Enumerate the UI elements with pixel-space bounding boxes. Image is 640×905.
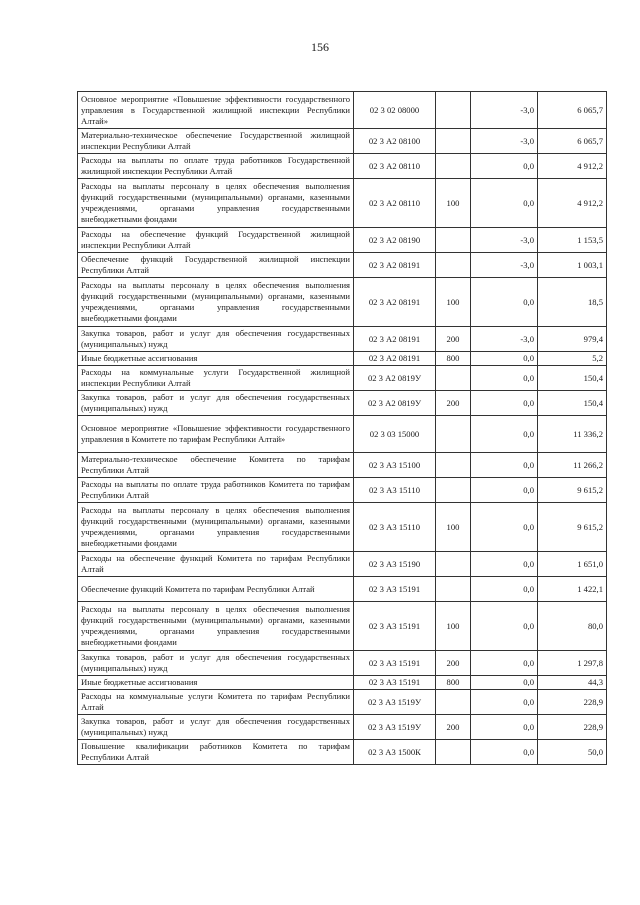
row-change-cell: 0,0 — [471, 478, 538, 503]
row-code-cell: 02 3 А2 08191 — [354, 352, 436, 366]
row-change-cell: 0,0 — [471, 179, 538, 228]
row-code-cell: 02 3 А3 15100 — [354, 453, 436, 478]
row-change-cell: 0,0 — [471, 391, 538, 416]
row-name-cell: Расходы на выплаты по оплате труда работников Комитета по тарифам Республики Алтай — [78, 478, 354, 503]
table-row — [78, 228, 607, 253]
table-row — [78, 676, 607, 690]
table-row — [78, 253, 607, 278]
row-expense-type-cell: 200 — [436, 651, 471, 676]
row-code-cell: 02 3 А3 1519У — [354, 690, 436, 715]
row-change-cell: 0,0 — [471, 453, 538, 478]
row-code-cell: 02 3 А2 0819У — [354, 391, 436, 416]
row-expense-type-cell — [436, 416, 471, 453]
row-total-cell: 1 422,1 — [538, 577, 607, 602]
row-code-cell: 02 3 А2 08110 — [354, 154, 436, 179]
row-expense-type-cell: 100 — [436, 179, 471, 228]
row-expense-type-cell: 200 — [436, 327, 471, 352]
row-expense-type-cell — [436, 478, 471, 503]
row-expense-type-cell — [436, 92, 471, 129]
row-code-cell: 02 3 А3 15191 — [354, 602, 436, 651]
row-expense-type-cell: 200 — [436, 391, 471, 416]
row-expense-type-cell — [436, 740, 471, 765]
table-row — [78, 416, 607, 453]
row-name-cell: Расходы на коммунальные услуги Комитета по тарифам Республики Алтай — [78, 690, 354, 715]
row-total-cell: 979,4 — [538, 327, 607, 352]
row-total-cell: 1 297,8 — [538, 651, 607, 676]
table-row — [78, 391, 607, 416]
row-expense-type-cell — [436, 552, 471, 577]
row-total-cell: 228,9 — [538, 715, 607, 740]
row-total-cell: 228,9 — [538, 690, 607, 715]
table-row — [78, 740, 607, 765]
table-row — [78, 278, 607, 327]
row-total-cell: 11 266,2 — [538, 453, 607, 478]
row-change-cell: 0,0 — [471, 602, 538, 651]
row-total-cell: 1 003,1 — [538, 253, 607, 278]
row-name-cell: Обеспечение функций Комитета по тарифам Республики Алтай — [78, 577, 354, 602]
row-code-cell: 02 3 А3 15191 — [354, 676, 436, 690]
row-name-cell: Расходы на выплаты персоналу в целях обеспечения выполнения функций государственными (муниципальными) органами, казенными учреждениями, органами управления государственными внебюджетными фондами — [78, 503, 354, 552]
row-code-cell: 02 3 А2 0819У — [354, 366, 436, 391]
row-name-cell: Основное мероприятие «Повышение эффективности государственного управления в Комитете по тарифам Республики Алтай» — [78, 416, 354, 453]
row-name-cell: Закупка товаров, работ и услуг для обеспечения государственных (муниципальных) нужд — [78, 391, 354, 416]
row-total-cell: 150,4 — [538, 391, 607, 416]
row-name-cell: Расходы на обеспечение функций Государственной жилищной инспекции Республики Алтай — [78, 228, 354, 253]
row-change-cell: 0,0 — [471, 676, 538, 690]
row-expense-type-cell — [436, 690, 471, 715]
row-change-cell: 0,0 — [471, 740, 538, 765]
table-row — [78, 453, 607, 478]
row-expense-type-cell: 100 — [436, 602, 471, 651]
table-row — [78, 690, 607, 715]
row-expense-type-cell — [436, 453, 471, 478]
row-name-cell: Расходы на выплаты персоналу в целях обеспечения выполнения функций государственными (муниципальными) органами, казенными учреждениями, органами управления государственными внебюджетными фондами — [78, 602, 354, 651]
row-change-cell: -3,0 — [471, 92, 538, 129]
row-change-cell: 0,0 — [471, 503, 538, 552]
row-expense-type-cell — [436, 366, 471, 391]
row-name-cell: Расходы на коммунальные услуги Государственной жилищной инспекции Республики Алтай — [78, 366, 354, 391]
row-total-cell: 9 615,2 — [538, 478, 607, 503]
row-name-cell: Материально-техническое обеспечение Государственной жилищной инспекции Республики Алтай — [78, 129, 354, 154]
row-expense-type-cell: 800 — [436, 352, 471, 366]
row-total-cell: 50,0 — [538, 740, 607, 765]
row-name-cell: Закупка товаров, работ и услуг для обеспечения государственных (муниципальных) нужд — [78, 327, 354, 352]
row-total-cell: 44,3 — [538, 676, 607, 690]
table-row — [78, 92, 607, 129]
row-total-cell: 11 336,2 — [538, 416, 607, 453]
table-row — [78, 478, 607, 503]
table-body — [78, 92, 607, 765]
row-code-cell: 02 3 02 08000 — [354, 92, 436, 129]
row-name-cell: Расходы на выплаты персоналу в целях обеспечения выполнения функций государственными (муниципальными) органами, казенными учреждениями, органами управления государственными внебюджетными фондами — [78, 179, 354, 228]
row-expense-type-cell — [436, 129, 471, 154]
row-name-cell: Расходы на выплаты персоналу в целях обеспечения выполнения функций государственными (муниципальными) органами, казенными учреждениями, органами управления государственными внебюджетными фондами — [78, 278, 354, 327]
row-change-cell: 0,0 — [471, 416, 538, 453]
table-row — [78, 503, 607, 552]
row-total-cell: 1 651,0 — [538, 552, 607, 577]
row-name-cell: Повышение квалификации работников Комитета по тарифам Республики Алтай — [78, 740, 354, 765]
row-code-cell: 02 3 А3 1519У — [354, 715, 436, 740]
row-change-cell: 0,0 — [471, 715, 538, 740]
row-total-cell: 1 153,5 — [538, 228, 607, 253]
row-expense-type-cell — [436, 228, 471, 253]
row-name-cell: Обеспечение функций Государственной жилищной инспекции Республики Алтай — [78, 253, 354, 278]
row-change-cell: 0,0 — [471, 352, 538, 366]
row-change-cell: -3,0 — [471, 228, 538, 253]
row-change-cell: -3,0 — [471, 253, 538, 278]
row-expense-type-cell: 200 — [436, 715, 471, 740]
table-row — [78, 366, 607, 391]
row-total-cell: 6 065,7 — [538, 129, 607, 154]
table-row — [78, 154, 607, 179]
row-code-cell: 02 3 03 15000 — [354, 416, 436, 453]
table-row — [78, 327, 607, 352]
table-row — [78, 129, 607, 154]
row-name-cell: Иные бюджетные ассигнования — [78, 352, 354, 366]
row-code-cell: 02 3 А2 08190 — [354, 228, 436, 253]
row-expense-type-cell — [436, 577, 471, 602]
table-row — [78, 651, 607, 676]
row-name-cell: Закупка товаров, работ и услуг для обеспечения государственных (муниципальных) нужд — [78, 651, 354, 676]
row-expense-type-cell: 100 — [436, 503, 471, 552]
page-number: 156 — [311, 40, 329, 54]
table-row — [78, 602, 607, 651]
row-name-cell: Основное мероприятие «Повышение эффективности государственного управления в Государственной жилищной инспекции Республики Алтай» — [78, 92, 354, 129]
row-total-cell: 9 615,2 — [538, 503, 607, 552]
row-total-cell: 150,4 — [538, 366, 607, 391]
row-change-cell: -3,0 — [471, 327, 538, 352]
row-change-cell: 0,0 — [471, 690, 538, 715]
budget-table — [77, 91, 607, 765]
row-code-cell: 02 3 А2 08100 — [354, 129, 436, 154]
row-name-cell: Расходы на обеспечение функций Комитета по тарифам Республики Алтай — [78, 552, 354, 577]
row-total-cell: 80,0 — [538, 602, 607, 651]
row-total-cell: 6 065,7 — [538, 92, 607, 129]
row-code-cell: 02 3 А2 08110 — [354, 179, 436, 228]
row-expense-type-cell: 800 — [436, 676, 471, 690]
row-code-cell: 02 3 А3 15110 — [354, 503, 436, 552]
table-row — [78, 552, 607, 577]
row-code-cell: 02 3 А3 15191 — [354, 651, 436, 676]
row-total-cell: 4 912,2 — [538, 179, 607, 228]
row-change-cell: -3,0 — [471, 129, 538, 154]
row-code-cell: 02 3 А3 1500К — [354, 740, 436, 765]
table-row — [78, 715, 607, 740]
row-expense-type-cell — [436, 154, 471, 179]
row-code-cell: 02 3 А2 08191 — [354, 327, 436, 352]
row-name-cell: Расходы на выплаты по оплате труда работников Государственной жилищной инспекции Республики Алтай — [78, 154, 354, 179]
row-change-cell: 0,0 — [471, 651, 538, 676]
row-expense-type-cell — [436, 253, 471, 278]
row-total-cell: 4 912,2 — [538, 154, 607, 179]
row-code-cell: 02 3 А2 08191 — [354, 278, 436, 327]
row-change-cell: 0,0 — [471, 366, 538, 391]
table-row — [78, 179, 607, 228]
table-row — [78, 577, 607, 602]
row-name-cell: Иные бюджетные ассигнования — [78, 676, 354, 690]
row-change-cell: 0,0 — [471, 278, 538, 327]
row-total-cell: 18,5 — [538, 278, 607, 327]
row-code-cell: 02 3 А3 15190 — [354, 552, 436, 577]
table-row — [78, 352, 607, 366]
row-name-cell: Материально-техническое обеспечение Комитета по тарифам Республики Алтай — [78, 453, 354, 478]
row-change-cell: 0,0 — [471, 154, 538, 179]
row-name-cell: Закупка товаров, работ и услуг для обеспечения государственных (муниципальных) нужд — [78, 715, 354, 740]
row-code-cell: 02 3 А2 08191 — [354, 253, 436, 278]
row-code-cell: 02 3 А3 15191 — [354, 577, 436, 602]
row-expense-type-cell: 100 — [436, 278, 471, 327]
row-total-cell: 5,2 — [538, 352, 607, 366]
row-change-cell: 0,0 — [471, 577, 538, 602]
row-change-cell: 0,0 — [471, 552, 538, 577]
row-code-cell: 02 3 А3 15110 — [354, 478, 436, 503]
